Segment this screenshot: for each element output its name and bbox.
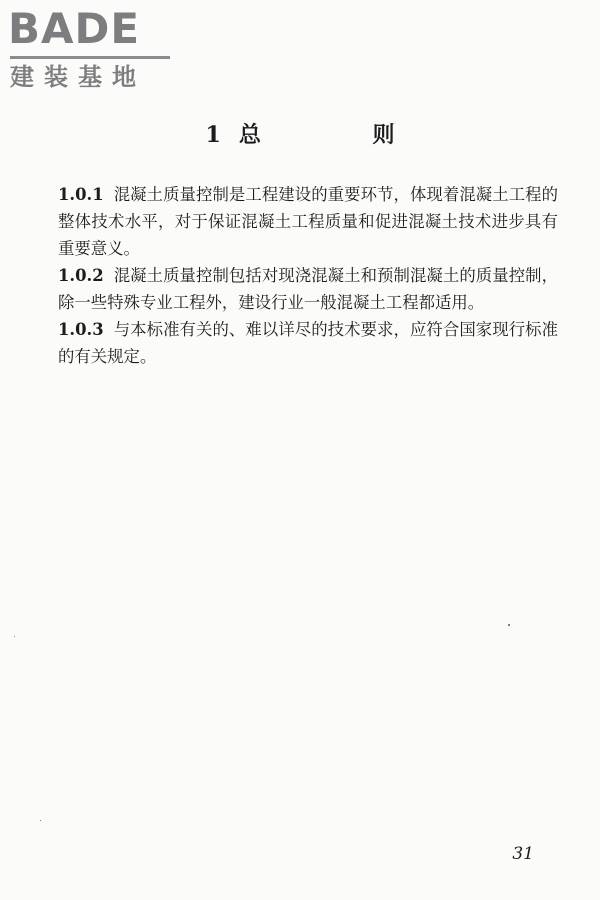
watermark-rule (10, 56, 170, 59)
clause-text: 混凝土质量控制是工程建设的重要环节，体现着混凝土工程的整体技术水平，对于保证混凝土工程质量和促进混凝土技术进步具有重要意义。 (58, 185, 558, 258)
clause-list (58, 181, 558, 370)
clause-number: 1.0.2 (58, 266, 104, 285)
scan-speck (508, 624, 510, 626)
clause-item (58, 262, 558, 316)
clause-number: 1.0.1 (58, 185, 104, 204)
clause-text: 与本标准有关的、难以详尽的技术要求，应符合国家现行标准的有关规定。 (58, 320, 558, 366)
clause-item (58, 316, 558, 370)
clause-text: 混凝土质量控制包括对现浇混凝土和预制混凝土的质量控制，除一些特殊专业工程外，建设行业一般混凝土工程都适用。 (58, 266, 558, 312)
scan-speck (14, 636, 15, 637)
chapter-heading (0, 120, 600, 150)
watermark-subtitle: 建装基地 (10, 63, 146, 91)
watermark-logo (8, 4, 178, 94)
chapter-title: 总 则 (238, 122, 447, 148)
page-number: 31 (512, 844, 534, 864)
watermark-brand: BADE (8, 4, 141, 53)
clause-item (58, 181, 558, 262)
chapter-number: 1 (205, 122, 221, 148)
clause-number: 1.0.3 (58, 320, 104, 339)
scan-speck (40, 820, 41, 821)
